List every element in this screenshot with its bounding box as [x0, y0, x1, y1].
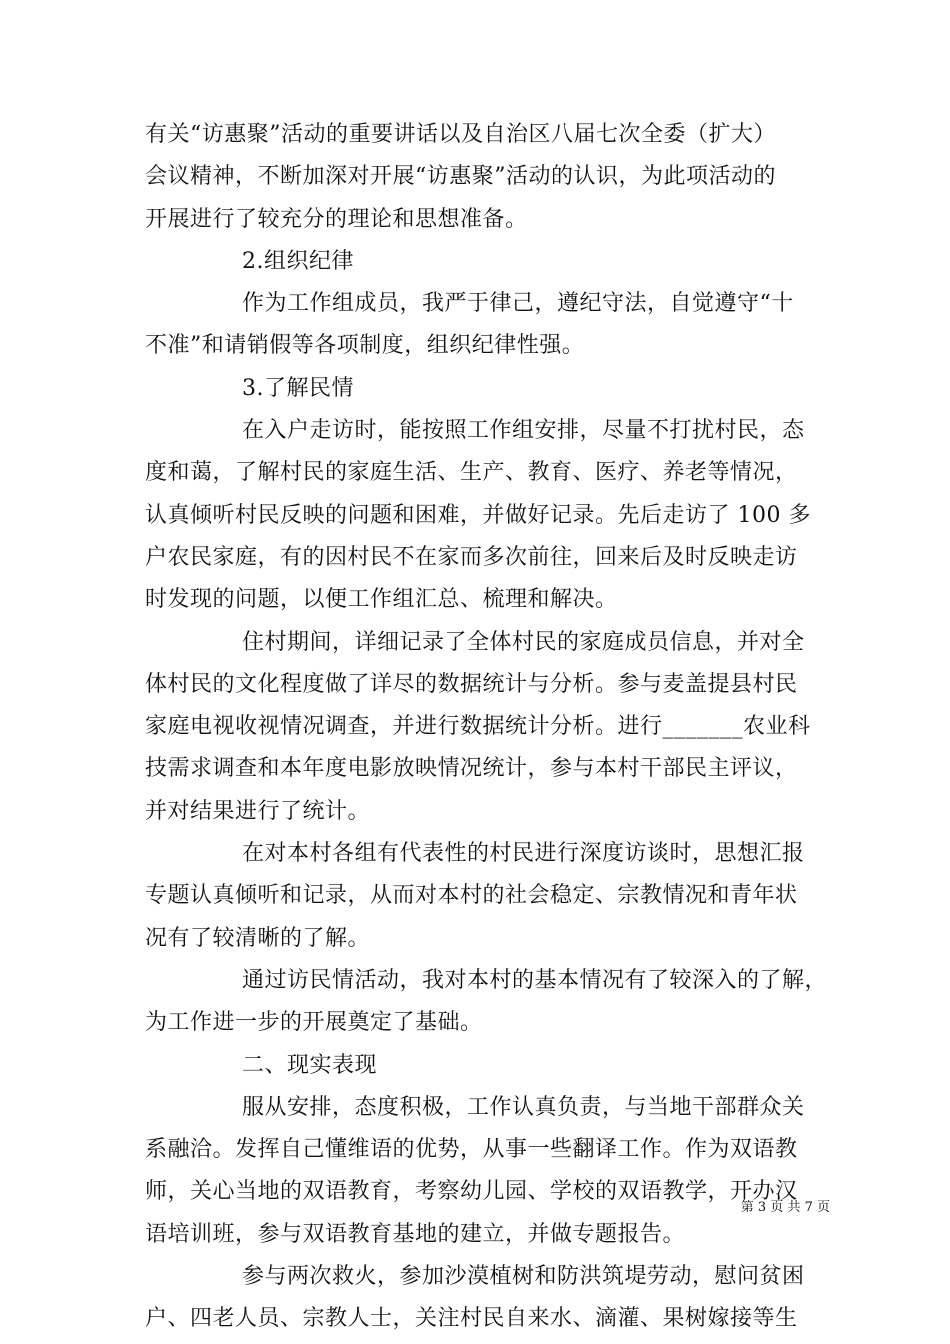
text-line: 时发现的问题，以便工作组汇总、梳理和解决。 — [145, 587, 618, 613]
text-line: 系融洽。发挥自己懂维语的优势，从事一些翻译工作。作为双语教 — [145, 1137, 798, 1163]
text-line: 专题认真倾听和记录，从而对本村的社会稳定、宗教情况和青年状 — [145, 883, 798, 909]
document-body — [145, 114, 828, 1341]
text-line: 不准”和请销假等各项制度，组织纪律性强。 — [145, 333, 585, 359]
text-line: 通过访民情活动，我对本村的基本情况有了较深入的了解， — [242, 967, 828, 993]
text-line: 二、现实表现 — [242, 1052, 378, 1078]
text-line: 户农民家庭，有的因村民不在家而多次前往，回来后及时反映走访 — [145, 544, 798, 570]
text-line: 体村民的文化程度做了详尽的数据统计与分析。参与麦盖提县村民 — [145, 671, 798, 697]
text-line: 认真倾听村民反映的问题和困难，并做好记录。先后走访了 100 多 — [145, 502, 811, 528]
text-line: 家庭电视收视情况调查，并进行数据统计分析。进行_______农业科 — [145, 714, 811, 740]
text-line: 3.了解民情 — [242, 375, 354, 401]
text-line: 并对结果进行了统计。 — [145, 798, 371, 824]
text-line: 户、四老人员、宗教人士，关注村民自来水、滴灌、果树嫁接等生 — [145, 1306, 798, 1332]
text-line: 有关“访惠聚”活动的重要讲话以及自治区八届七次全委（扩大） — [145, 122, 776, 147]
text-line: 度和蔼，了解村民的家庭生活、生产、教育、医疗、养老等情况， — [145, 460, 798, 486]
text-line: 况有了较清晰的了解。 — [145, 925, 371, 951]
text-line: 会议精神，不断加深对开展“访惠聚”活动的认识，为此项活动的 — [145, 164, 776, 190]
text-line: 为工作进一步的开展奠定了基础。 — [145, 1010, 483, 1036]
text-line: 作为工作组成员，我严于律己，遵纪守法，自觉遵守“十 — [242, 291, 794, 317]
text-line: 在入户走访时，能按照工作组安排，尽量不打扰村民，态 — [242, 418, 805, 444]
text-line: 师，关心当地的双语教育，考察幼儿园、学校的双语教学，开办汉 — [145, 1179, 798, 1205]
text-line: 技需求调查和本年度电影放映情况统计，参与本村干部民主评议， — [145, 756, 798, 782]
text-line: 语培训班，参与双语教育基地的建立，并做专题报告。 — [145, 1221, 686, 1247]
text-line: 在对本村各组有代表性的村民进行深度访谈时，思想汇报 — [242, 841, 805, 867]
text-line: 参与两次救火，参加沙漠植树和防洪筑堤劳动，慰问贫困 — [242, 1264, 805, 1290]
page-number: 第 3 页 共 7 页 — [740, 1200, 830, 1215]
text-line: 开展进行了较充分的理论和思想准备。 — [145, 206, 528, 232]
text-line: 住村期间，详细记录了全体村民的家庭成员信息，并对全 — [242, 629, 805, 655]
text-line: 2.组织纪律 — [242, 248, 354, 274]
text-line: 服从安排，态度积极，工作认真负责，与当地干部群众关 — [242, 1094, 805, 1120]
